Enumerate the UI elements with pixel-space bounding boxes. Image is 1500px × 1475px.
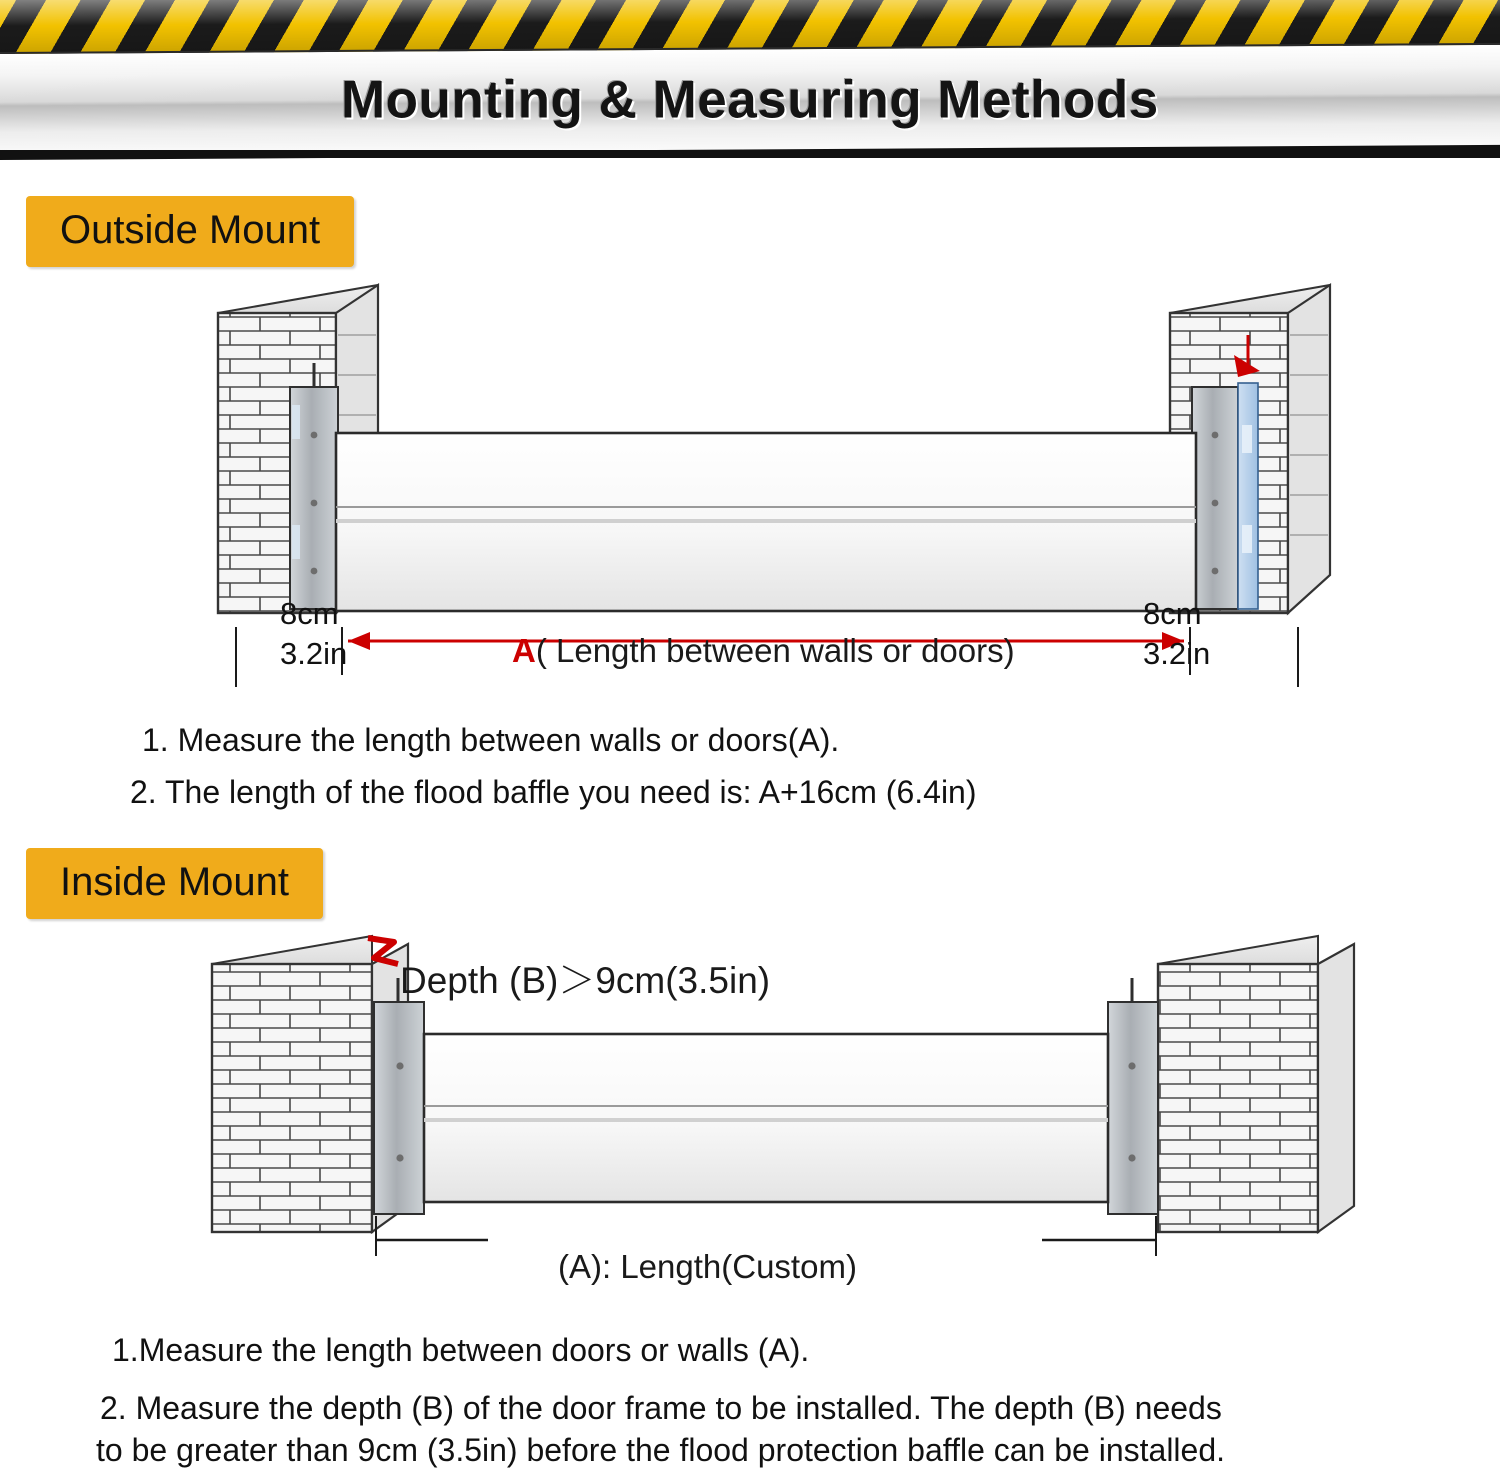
outside-span-letter (512, 632, 1015, 670)
flood-baffle-panel-inside (424, 1034, 1108, 1202)
outside-left-dim-in: 3.2in (280, 636, 348, 671)
span-letter-a: A (512, 632, 536, 669)
inside-instruction-3: to be greater than 9cm (3.5in) before the flood protection baffle can be installed. (96, 1432, 1226, 1468)
outside-right-dim-cm: 8cm (1143, 596, 1202, 631)
right-bracket-inside (1108, 978, 1158, 1214)
header-divider (0, 150, 1500, 158)
section-badge-outside-mount: Outside Mount (26, 196, 354, 267)
outside-instruction-1: 1. Measure the length between walls or doors(A). (142, 722, 840, 758)
section-badge-inside-mount: Inside Mount (26, 848, 323, 919)
flood-baffle-panel-outside (336, 433, 1196, 611)
outside-left-dim-cm: 8cm (280, 596, 339, 631)
page-title: Mounting & Measuring Methods (341, 69, 1159, 129)
right-wall-inside (1158, 936, 1354, 1232)
inside-instruction-2: 2. Measure the depth (B) of the door frame to be installed. The depth (B) needs (100, 1390, 1222, 1426)
page-header (0, 0, 1500, 160)
inside-depth-label: Depth (B)＞9cm(3.5in) (400, 960, 771, 1001)
inside-span-label: (A): Length(Custom) (558, 1248, 857, 1285)
title-plate (0, 43, 1500, 160)
outside-instruction-2: 2. The length of the flood baffle you need is: A+16cm (6.4in) (130, 774, 977, 810)
left-bracket-outside (290, 363, 338, 609)
inside-instruction-1: 1.Measure the length between doors or walls (A). (112, 1332, 810, 1368)
outside-right-dim-in: 3.2in (1143, 636, 1211, 671)
outside-span-label: ( Length between walls or doors) (535, 632, 1015, 669)
